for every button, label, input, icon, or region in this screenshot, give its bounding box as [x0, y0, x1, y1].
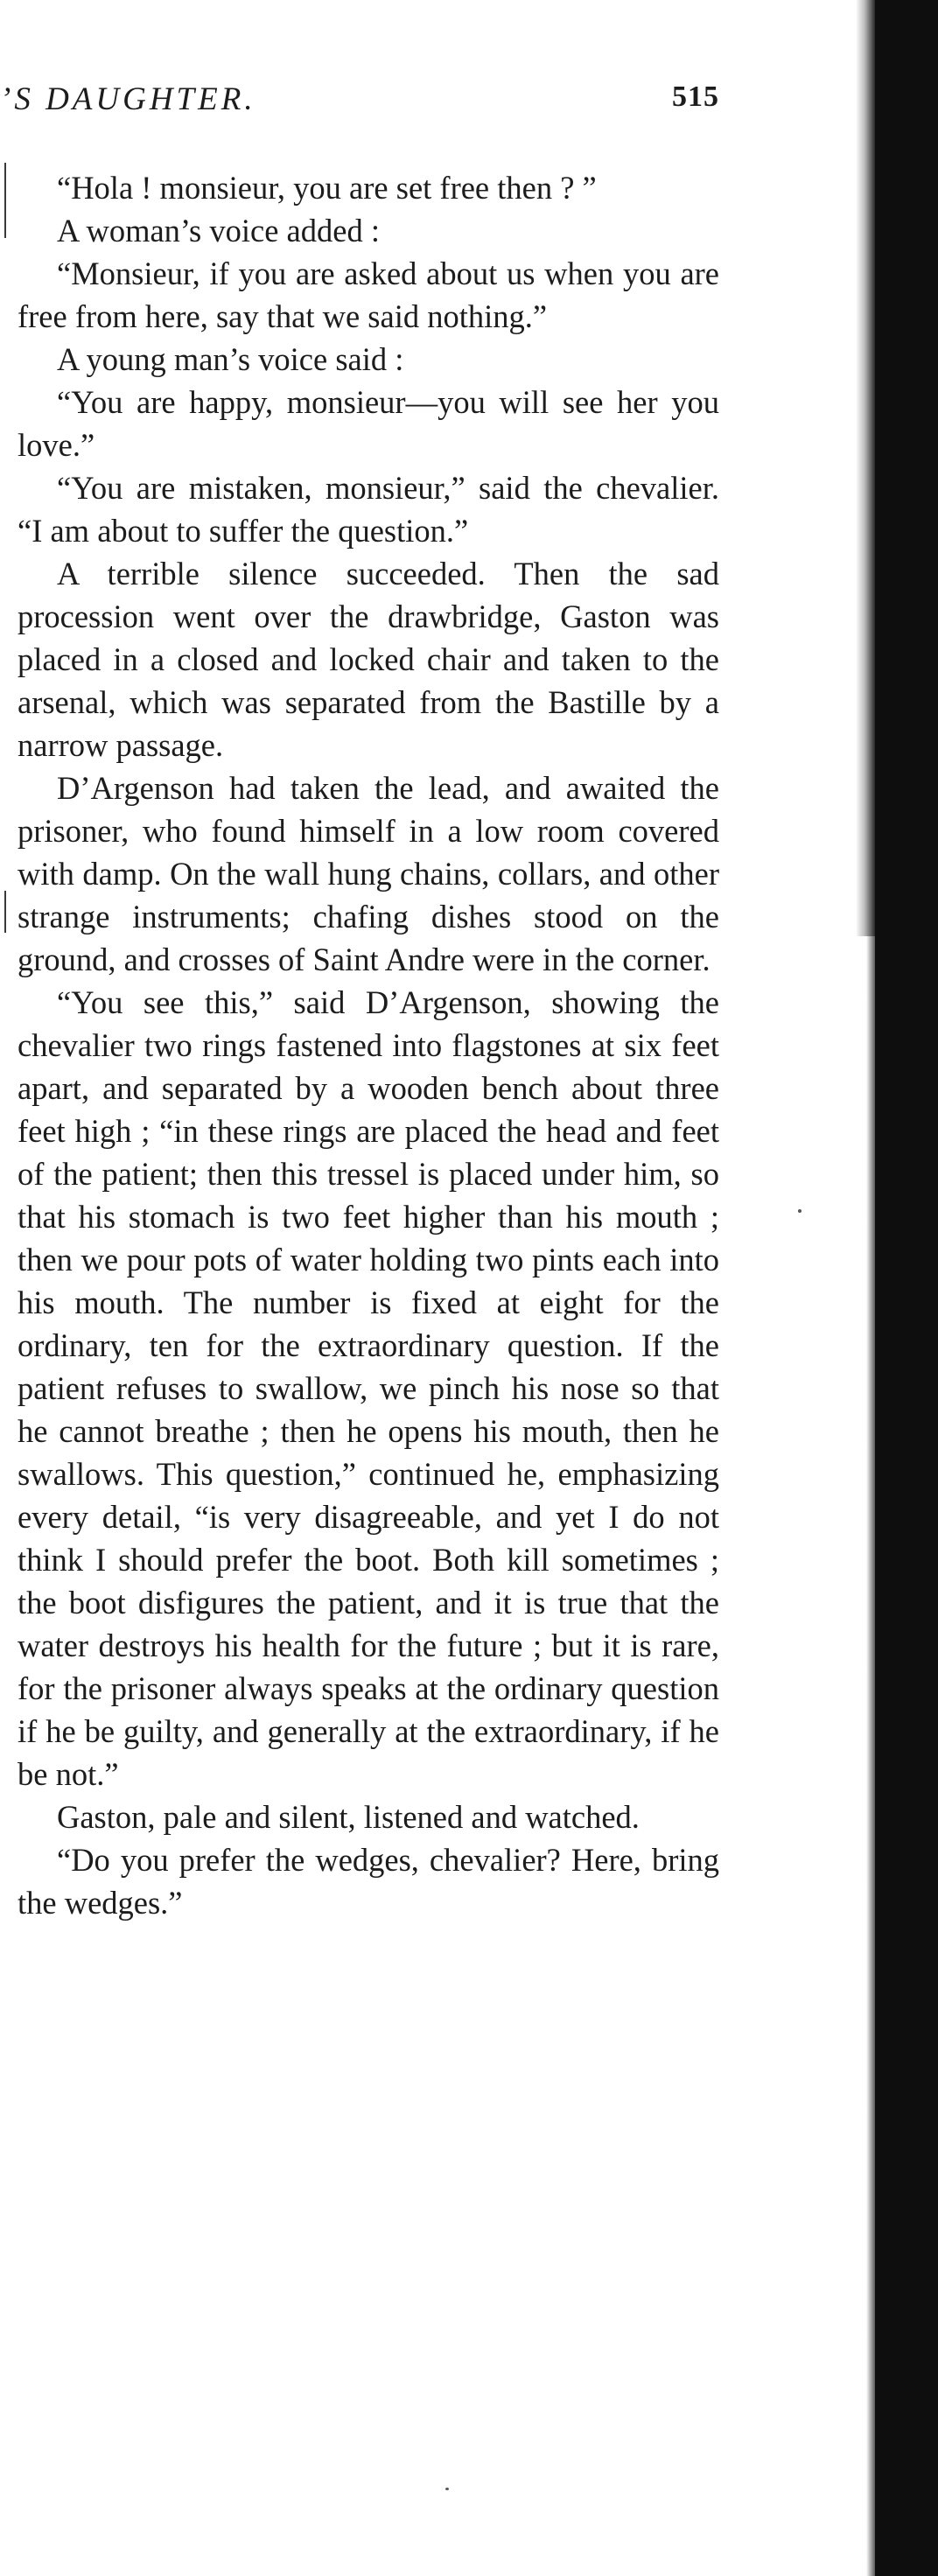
- paper-speck: [798, 1209, 802, 1213]
- paragraph: A terrible silence succeeded. Then the sad procession went over the drawbridge, Gaston was placed in a closed and locked chair and taken to the arsenal, which was separated from the Bastille by a narrow passage.: [18, 556, 719, 763]
- paragraph: A woman’s voice added :: [57, 213, 380, 248]
- paragraph: D’Argenson had taken the lead, and awaited the prisoner, who found himself in a low room covered with damp. On the wall hung chains, collars, and other strange instruments; chafing dishes stood on the ground, and crosses of Saint Andre were in the corner.: [18, 770, 719, 977]
- binding-shadow: [856, 0, 875, 936]
- page-number: 515: [672, 80, 719, 113]
- book-gutter-edge: [875, 0, 938, 2576]
- paragraph: “You are happy, monsieur—you will see her you love.”: [18, 384, 719, 463]
- running-head: [0, 80, 719, 130]
- paragraph: A young man’s voice said :: [57, 341, 404, 377]
- paragraph: “You are mistaken, monsieur,” said the chevalier. “I am about to suffer the question.”: [18, 470, 719, 549]
- running-title: ’S DAUGHTER.: [0, 81, 256, 117]
- paper-speck: [445, 2488, 449, 2490]
- paragraph: “Do you prefer the wedges, chevalier? Here, bring the wedges.”: [18, 1842, 719, 1921]
- paragraph: “You see this,” said D’Argenson, showing the chevalier two rings fastened into flagstones at six feet apart, and separated by a wooden bench about three feet high ; “in these rings are placed the head and feet of the patient; then this tressel is placed under him, so that his stomach is two feet higher than his mouth ; then we pour pots of water holding two pints each into his mouth. The number is fixed at eight for the ordinary, ten for the extraordinary question. If the patient refuses to swallow, we pinch his nose so that he cannot breathe ; then he opens his mouth, then he swallows. This question,” continued he, emphasizing every detail, “is very disagreeable, and yet I do not think I should prefer the boot. Both kill sometimes ; the boot disfigures the patient, and it is true that the water destroys his health for the future ; but it is rare, for the prisoner always speaks at the ordinary question if he be guilty, and generally at the extraordinary, if he be not.”: [18, 984, 719, 1792]
- paragraph: “Monsieur, if you are asked about us when you are free from here, say that we said nothing.”: [18, 256, 719, 334]
- binding-shadow-lower: [866, 936, 875, 2576]
- paragraph: “Hola ! monsieur, you are set free then ? ”: [57, 170, 597, 206]
- paragraph: Gaston, pale and silent, listened and watched.: [57, 1799, 640, 1835]
- body-text: [0, 166, 719, 1924]
